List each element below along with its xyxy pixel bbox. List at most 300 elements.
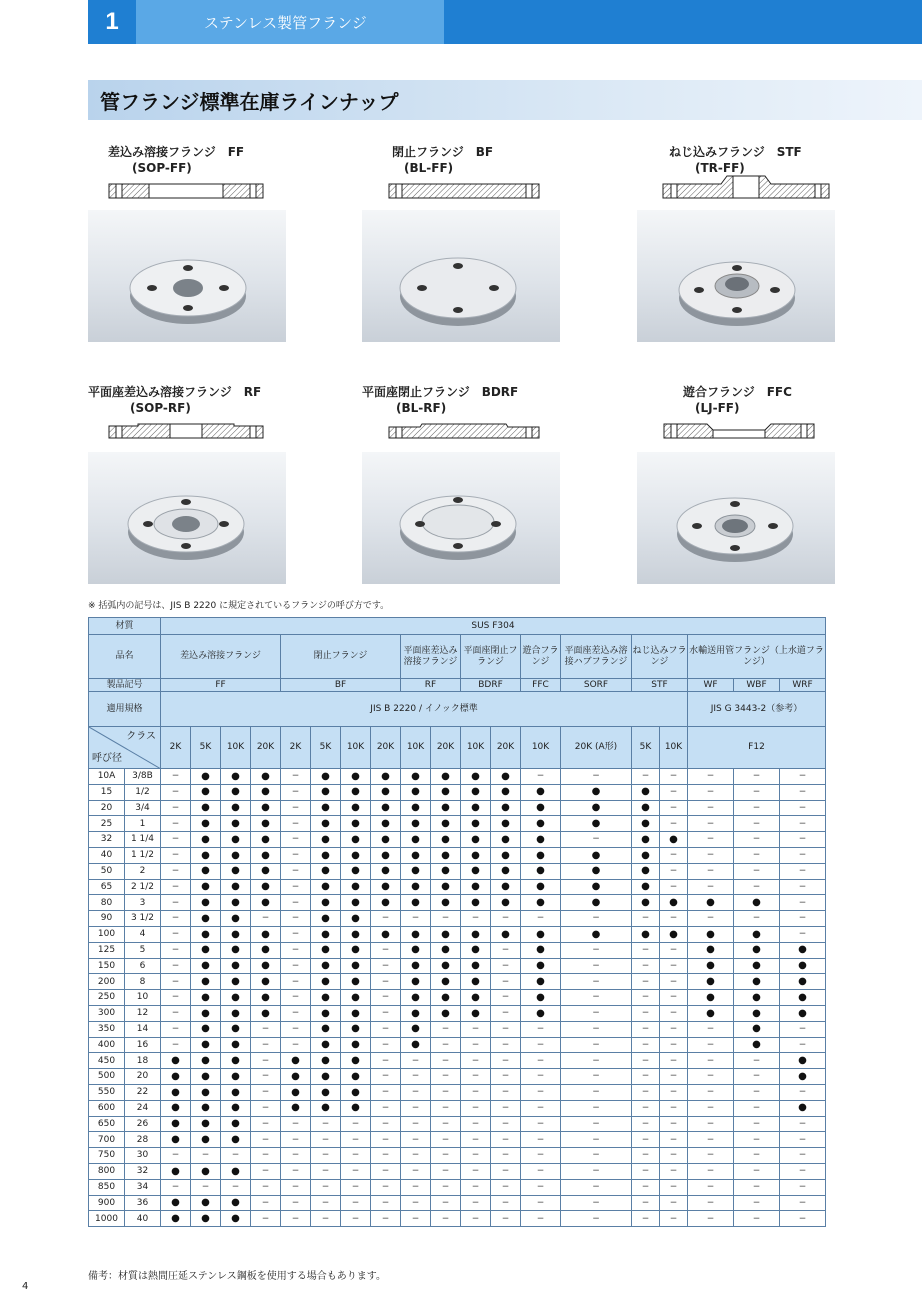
diameter-b: 3 <box>125 895 161 911</box>
stock-none-mark: − <box>461 911 491 927</box>
note-text: ※ 括弧内の記号は、JIS B 2220 に規定されているフランジの呼び方です。 <box>88 601 390 611</box>
stock-available-mark: ● <box>341 784 371 800</box>
diameter-b: 4 <box>125 926 161 942</box>
stock-available-mark: ● <box>191 879 221 895</box>
class-diameter-header <box>89 727 161 769</box>
stock-available-mark: ● <box>191 1084 221 1100</box>
stock-available-mark: ● <box>431 784 461 800</box>
table-row <box>89 1163 826 1179</box>
stock-none-mark: − <box>780 1037 826 1053</box>
stock-available-mark: ● <box>161 1211 191 1227</box>
sop-ff-section-icon <box>108 182 264 200</box>
stock-none-mark: − <box>632 1084 660 1100</box>
stock-available-mark: ● <box>221 1069 251 1085</box>
stock-available-mark: ● <box>780 974 826 990</box>
stock-none-mark: − <box>281 1163 311 1179</box>
flange-photo-ffc <box>637 452 835 584</box>
stock-none-mark: − <box>371 1195 401 1211</box>
class-cell: 5K <box>632 727 660 769</box>
diameter-b: 1 1/2 <box>125 847 161 863</box>
stock-none-mark: − <box>401 1132 431 1148</box>
product-label: 品名 <box>89 635 161 679</box>
stock-none-mark: − <box>521 1021 561 1037</box>
stock-available-mark: ● <box>461 990 491 1006</box>
stock-available-mark: ● <box>401 1037 431 1053</box>
stock-none-mark: − <box>521 1053 561 1069</box>
stock-available-mark: ● <box>221 1132 251 1148</box>
stock-none-mark: − <box>688 832 734 848</box>
stock-available-mark: ● <box>191 926 221 942</box>
stock-available-mark: ● <box>341 926 371 942</box>
stock-available-mark: ● <box>521 847 561 863</box>
stock-none-mark: − <box>521 1163 561 1179</box>
stock-none-mark: − <box>491 1116 521 1132</box>
stock-none-mark: − <box>281 942 311 958</box>
flange-code: (BL-FF) <box>404 161 454 175</box>
stock-available-mark: ● <box>371 847 401 863</box>
stock-none-mark: − <box>780 895 826 911</box>
stock-available-mark: ● <box>221 769 251 785</box>
stock-none-mark: − <box>251 1132 281 1148</box>
symbol-ffc: FFC <box>521 679 561 692</box>
symbol-label: 製品記号 <box>89 679 161 692</box>
diameter-b: 2 1/2 <box>125 879 161 895</box>
stock-none-mark: − <box>734 1053 780 1069</box>
stock-none-mark: − <box>521 911 561 927</box>
stock-available-mark: ● <box>311 800 341 816</box>
diameter-a: 650 <box>89 1116 125 1132</box>
stock-none-mark: − <box>734 1116 780 1132</box>
stock-none-mark: − <box>660 1037 688 1053</box>
stock-none-mark: − <box>734 816 780 832</box>
sop-rf-section-icon <box>108 422 264 440</box>
stock-available-mark: ● <box>401 784 431 800</box>
stock-available-mark: ● <box>780 1100 826 1116</box>
stock-available-mark: ● <box>251 990 281 1006</box>
stock-none-mark: − <box>461 1211 491 1227</box>
stock-available-mark: ● <box>461 879 491 895</box>
stock-available-mark: ● <box>491 926 521 942</box>
stock-none-mark: − <box>311 1179 341 1195</box>
stock-none-mark: − <box>281 863 311 879</box>
stock-none-mark: − <box>371 1053 401 1069</box>
stock-none-mark: − <box>431 1053 461 1069</box>
stock-none-mark: − <box>461 1179 491 1195</box>
stock-none-mark: − <box>161 784 191 800</box>
stock-none-mark: − <box>780 784 826 800</box>
stock-none-mark: − <box>688 800 734 816</box>
stock-none-mark: − <box>780 1195 826 1211</box>
stock-available-mark: ● <box>221 1211 251 1227</box>
stock-none-mark: − <box>660 1148 688 1164</box>
stock-none-mark: − <box>371 1100 401 1116</box>
stock-none-mark: − <box>561 1021 632 1037</box>
stock-none-mark: − <box>161 863 191 879</box>
stock-available-mark: ● <box>191 1211 221 1227</box>
stock-available-mark: ● <box>161 1069 191 1085</box>
stock-none-mark: − <box>561 1116 632 1132</box>
stock-available-mark: ● <box>221 958 251 974</box>
spec-table-wrap <box>88 617 826 1227</box>
stock-available-mark: ● <box>431 974 461 990</box>
stock-none-mark: − <box>688 1211 734 1227</box>
stock-available-mark: ● <box>461 1005 491 1021</box>
stock-none-mark: − <box>281 1116 311 1132</box>
stock-available-mark: ● <box>632 847 660 863</box>
stock-available-mark: ● <box>734 1005 780 1021</box>
stock-available-mark: ● <box>521 816 561 832</box>
stock-none-mark: − <box>632 1037 660 1053</box>
stock-none-mark: − <box>491 1132 521 1148</box>
stock-available-mark: ● <box>780 1069 826 1085</box>
stock-available-mark: ● <box>401 958 431 974</box>
stock-none-mark: − <box>561 769 632 785</box>
stock-none-mark: − <box>780 832 826 848</box>
stock-none-mark: − <box>431 1211 461 1227</box>
stock-none-mark: − <box>161 769 191 785</box>
stock-none-mark: − <box>660 1179 688 1195</box>
stock-none-mark: − <box>561 1069 632 1085</box>
diameter-a: 80 <box>89 895 125 911</box>
stock-available-mark: ● <box>371 895 401 911</box>
table-row <box>89 1179 826 1195</box>
stock-none-mark: − <box>341 1163 371 1179</box>
symbol-wf: WF <box>688 679 734 692</box>
stock-available-mark: ● <box>688 990 734 1006</box>
stock-available-mark: ● <box>431 1005 461 1021</box>
stock-available-mark: ● <box>251 1005 281 1021</box>
stock-available-mark: ● <box>341 800 371 816</box>
stock-available-mark: ● <box>311 990 341 1006</box>
diameter-b: 12 <box>125 1005 161 1021</box>
table-row <box>89 863 826 879</box>
stock-none-mark: − <box>371 1116 401 1132</box>
material-value: SUS F304 <box>161 618 826 635</box>
stock-available-mark: ● <box>491 816 521 832</box>
stock-available-mark: ● <box>780 1005 826 1021</box>
bl-rf-section-icon <box>388 422 540 440</box>
stock-available-mark: ● <box>191 816 221 832</box>
stock-none-mark: − <box>780 1148 826 1164</box>
stock-available-mark: ● <box>431 816 461 832</box>
stock-none-mark: − <box>561 1179 632 1195</box>
class-cell: 10K <box>401 727 431 769</box>
class-cell: 20K <box>491 727 521 769</box>
stock-none-mark: − <box>688 1037 734 1053</box>
stock-none-mark: − <box>491 1163 521 1179</box>
stock-available-mark: ● <box>161 1100 191 1116</box>
stock-none-mark: − <box>281 911 311 927</box>
stock-available-mark: ● <box>401 926 431 942</box>
stock-available-mark: ● <box>521 879 561 895</box>
stock-none-mark: − <box>688 1069 734 1085</box>
stock-available-mark: ● <box>221 974 251 990</box>
stock-available-mark: ● <box>461 926 491 942</box>
stock-none-mark: − <box>401 1116 431 1132</box>
stock-available-mark: ● <box>401 990 431 1006</box>
stock-none-mark: − <box>461 1053 491 1069</box>
stock-available-mark: ● <box>311 879 341 895</box>
stock-none-mark: − <box>632 1179 660 1195</box>
stock-available-mark: ● <box>251 816 281 832</box>
diameter-a: 400 <box>89 1037 125 1053</box>
stock-none-mark: − <box>251 1021 281 1037</box>
stock-none-mark: − <box>491 1195 521 1211</box>
stock-none-mark: − <box>251 1211 281 1227</box>
stock-none-mark: − <box>660 990 688 1006</box>
stock-available-mark: ● <box>521 926 561 942</box>
stock-none-mark: − <box>311 1163 341 1179</box>
stock-available-mark: ● <box>461 800 491 816</box>
stock-available-mark: ● <box>461 847 491 863</box>
stock-available-mark: ● <box>311 1005 341 1021</box>
stock-available-mark: ● <box>341 1005 371 1021</box>
stock-none-mark: − <box>491 1005 521 1021</box>
stock-available-mark: ● <box>221 926 251 942</box>
stock-none-mark: − <box>561 832 632 848</box>
stock-none-mark: − <box>632 942 660 958</box>
stock-available-mark: ● <box>431 895 461 911</box>
stock-none-mark: − <box>461 1163 491 1179</box>
stock-none-mark: − <box>780 1179 826 1195</box>
stock-none-mark: − <box>161 1179 191 1195</box>
table-row <box>89 1005 826 1021</box>
stock-available-mark: ● <box>281 1084 311 1100</box>
stock-none-mark: − <box>491 990 521 1006</box>
flange-card-bdrf <box>362 384 562 416</box>
stock-available-mark: ● <box>221 800 251 816</box>
stock-none-mark: − <box>660 1163 688 1179</box>
stock-none-mark: − <box>561 942 632 958</box>
stock-none-mark: − <box>734 1069 780 1085</box>
stock-none-mark: − <box>491 958 521 974</box>
stock-none-mark: − <box>311 1211 341 1227</box>
stock-none-mark: − <box>281 847 311 863</box>
flange-card-stf <box>637 144 837 176</box>
stock-available-mark: ● <box>221 816 251 832</box>
stock-available-mark: ● <box>341 958 371 974</box>
stock-available-mark: ● <box>734 990 780 1006</box>
stock-none-mark: − <box>561 1053 632 1069</box>
stock-available-mark: ● <box>431 990 461 1006</box>
table-row <box>89 958 826 974</box>
stock-none-mark: − <box>688 1132 734 1148</box>
stock-available-mark: ● <box>221 1163 251 1179</box>
stock-available-mark: ● <box>311 895 341 911</box>
stock-available-mark: ● <box>311 832 341 848</box>
stock-none-mark: − <box>431 1116 461 1132</box>
diameter-a: 25 <box>89 816 125 832</box>
diameter-b: 32 <box>125 1163 161 1179</box>
stock-available-mark: ● <box>461 816 491 832</box>
diameter-a: 125 <box>89 942 125 958</box>
symbol-bf: BF <box>281 679 401 692</box>
stock-none-mark: − <box>341 1148 371 1164</box>
stock-none-mark: − <box>780 769 826 785</box>
stock-available-mark: ● <box>341 1084 371 1100</box>
stock-none-mark: − <box>251 911 281 927</box>
stock-none-mark: − <box>431 1084 461 1100</box>
stock-available-mark: ● <box>431 769 461 785</box>
table-row <box>89 1084 826 1100</box>
stock-none-mark: − <box>161 990 191 1006</box>
stock-available-mark: ● <box>341 911 371 927</box>
stock-available-mark: ● <box>341 1037 371 1053</box>
stock-available-mark: ● <box>632 784 660 800</box>
page-number: 4 <box>22 1281 29 1292</box>
stock-available-mark: ● <box>734 1021 780 1037</box>
stock-available-mark: ● <box>221 1037 251 1053</box>
stock-available-mark: ● <box>341 895 371 911</box>
stock-available-mark: ● <box>632 879 660 895</box>
stock-available-mark: ● <box>561 895 632 911</box>
stock-none-mark: − <box>431 1195 461 1211</box>
diameter-b: 20 <box>125 1069 161 1085</box>
stock-available-mark: ● <box>191 784 221 800</box>
stock-available-mark: ● <box>311 1053 341 1069</box>
stock-available-mark: ● <box>341 863 371 879</box>
stock-none-mark: − <box>401 1163 431 1179</box>
diameter-a: 200 <box>89 974 125 990</box>
diameter-a: 350 <box>89 1021 125 1037</box>
stock-none-mark: − <box>281 832 311 848</box>
stock-none-mark: − <box>401 1195 431 1211</box>
stock-none-mark: − <box>734 863 780 879</box>
stock-none-mark: − <box>431 911 461 927</box>
stock-available-mark: ● <box>780 990 826 1006</box>
stock-available-mark: ● <box>461 784 491 800</box>
stock-available-mark: ● <box>491 784 521 800</box>
chapter-title: ステンレス製管フランジ <box>136 0 444 44</box>
stock-none-mark: − <box>251 1069 281 1085</box>
flange-name: 平面座差込み溶接フランジ RF <box>88 385 262 399</box>
stock-none-mark: − <box>461 1132 491 1148</box>
stock-none-mark: − <box>660 1116 688 1132</box>
chapter-number: 1 <box>88 0 136 44</box>
stock-available-mark: ● <box>311 911 341 927</box>
stock-none-mark: − <box>461 1069 491 1085</box>
stock-available-mark: ● <box>491 769 521 785</box>
stock-none-mark: − <box>281 1148 311 1164</box>
stock-none-mark: − <box>734 1195 780 1211</box>
stock-available-mark: ● <box>221 1084 251 1100</box>
header-bar <box>444 0 922 44</box>
class-cell: 20K <box>251 727 281 769</box>
stock-none-mark: − <box>734 879 780 895</box>
stock-available-mark: ● <box>191 958 221 974</box>
stock-available-mark: ● <box>161 1053 191 1069</box>
class-cell: 10K <box>461 727 491 769</box>
stock-none-mark: − <box>221 1179 251 1195</box>
table-row <box>89 847 826 863</box>
class-cell: 20K (A形) <box>561 727 632 769</box>
flange-code: (LJ-FF) <box>695 401 740 415</box>
stock-none-mark: − <box>734 1163 780 1179</box>
stock-none-mark: − <box>461 1195 491 1211</box>
diameter-b: 28 <box>125 1132 161 1148</box>
stock-none-mark: − <box>688 1148 734 1164</box>
stock-none-mark: − <box>780 800 826 816</box>
stock-none-mark: − <box>491 911 521 927</box>
class-cell: 5K <box>191 727 221 769</box>
stock-available-mark: ● <box>341 847 371 863</box>
stock-available-mark: ● <box>311 942 341 958</box>
stock-none-mark: − <box>632 769 660 785</box>
flange-photo-bdrf <box>362 452 560 584</box>
stock-available-mark: ● <box>688 942 734 958</box>
stock-available-mark: ● <box>221 895 251 911</box>
stock-none-mark: − <box>632 958 660 974</box>
stock-none-mark: − <box>281 1005 311 1021</box>
symbol-rf: RF <box>401 679 461 692</box>
stock-none-mark: − <box>734 832 780 848</box>
stock-available-mark: ● <box>521 800 561 816</box>
stock-available-mark: ● <box>281 1100 311 1116</box>
stock-none-mark: − <box>371 1211 401 1227</box>
stock-available-mark: ● <box>221 1021 251 1037</box>
stock-available-mark: ● <box>461 832 491 848</box>
stock-none-mark: − <box>688 847 734 863</box>
stock-available-mark: ● <box>431 958 461 974</box>
stock-none-mark: − <box>281 879 311 895</box>
stock-none-mark: − <box>660 1084 688 1100</box>
stock-none-mark: − <box>632 1148 660 1164</box>
stock-available-mark: ● <box>401 1021 431 1037</box>
stock-none-mark: − <box>281 926 311 942</box>
diameter-b: 34 <box>125 1179 161 1195</box>
stock-available-mark: ● <box>734 942 780 958</box>
diameter-a: 300 <box>89 1005 125 1021</box>
stock-available-mark: ● <box>251 958 281 974</box>
stock-none-mark: − <box>780 847 826 863</box>
diameter-b: 22 <box>125 1084 161 1100</box>
stock-none-mark: − <box>161 1021 191 1037</box>
table-row <box>89 1037 826 1053</box>
spec-table <box>88 617 826 1227</box>
stock-available-mark: ● <box>221 942 251 958</box>
stock-none-mark: − <box>251 1195 281 1211</box>
stock-none-mark: − <box>521 1037 561 1053</box>
stock-available-mark: ● <box>371 800 401 816</box>
stock-available-mark: ● <box>561 784 632 800</box>
flange-name: 差込み溶接フランジ FF <box>108 145 245 159</box>
diameter-b: 18 <box>125 1053 161 1069</box>
stock-none-mark: − <box>734 1179 780 1195</box>
flange-name: ねじ込みフランジ STF <box>669 145 802 159</box>
stock-available-mark: ● <box>431 879 461 895</box>
stock-none-mark: − <box>561 1163 632 1179</box>
stock-none-mark: − <box>221 1148 251 1164</box>
stock-available-mark: ● <box>341 769 371 785</box>
class-label: クラス <box>126 731 156 742</box>
stock-available-mark: ● <box>221 863 251 879</box>
stock-none-mark: − <box>521 1179 561 1195</box>
stock-none-mark: − <box>401 1069 431 1085</box>
stock-none-mark: − <box>371 942 401 958</box>
stock-none-mark: − <box>561 1005 632 1021</box>
stock-none-mark: − <box>688 1021 734 1037</box>
stock-available-mark: ● <box>431 926 461 942</box>
stock-none-mark: − <box>734 1100 780 1116</box>
flange-photo-stf <box>637 210 835 342</box>
diameter-b: 30 <box>125 1148 161 1164</box>
stock-available-mark: ● <box>688 895 734 911</box>
stock-none-mark: − <box>660 1211 688 1227</box>
stock-available-mark: ● <box>191 769 221 785</box>
stock-available-mark: ● <box>311 974 341 990</box>
stock-available-mark: ● <box>251 800 281 816</box>
stock-none-mark: − <box>491 1179 521 1195</box>
